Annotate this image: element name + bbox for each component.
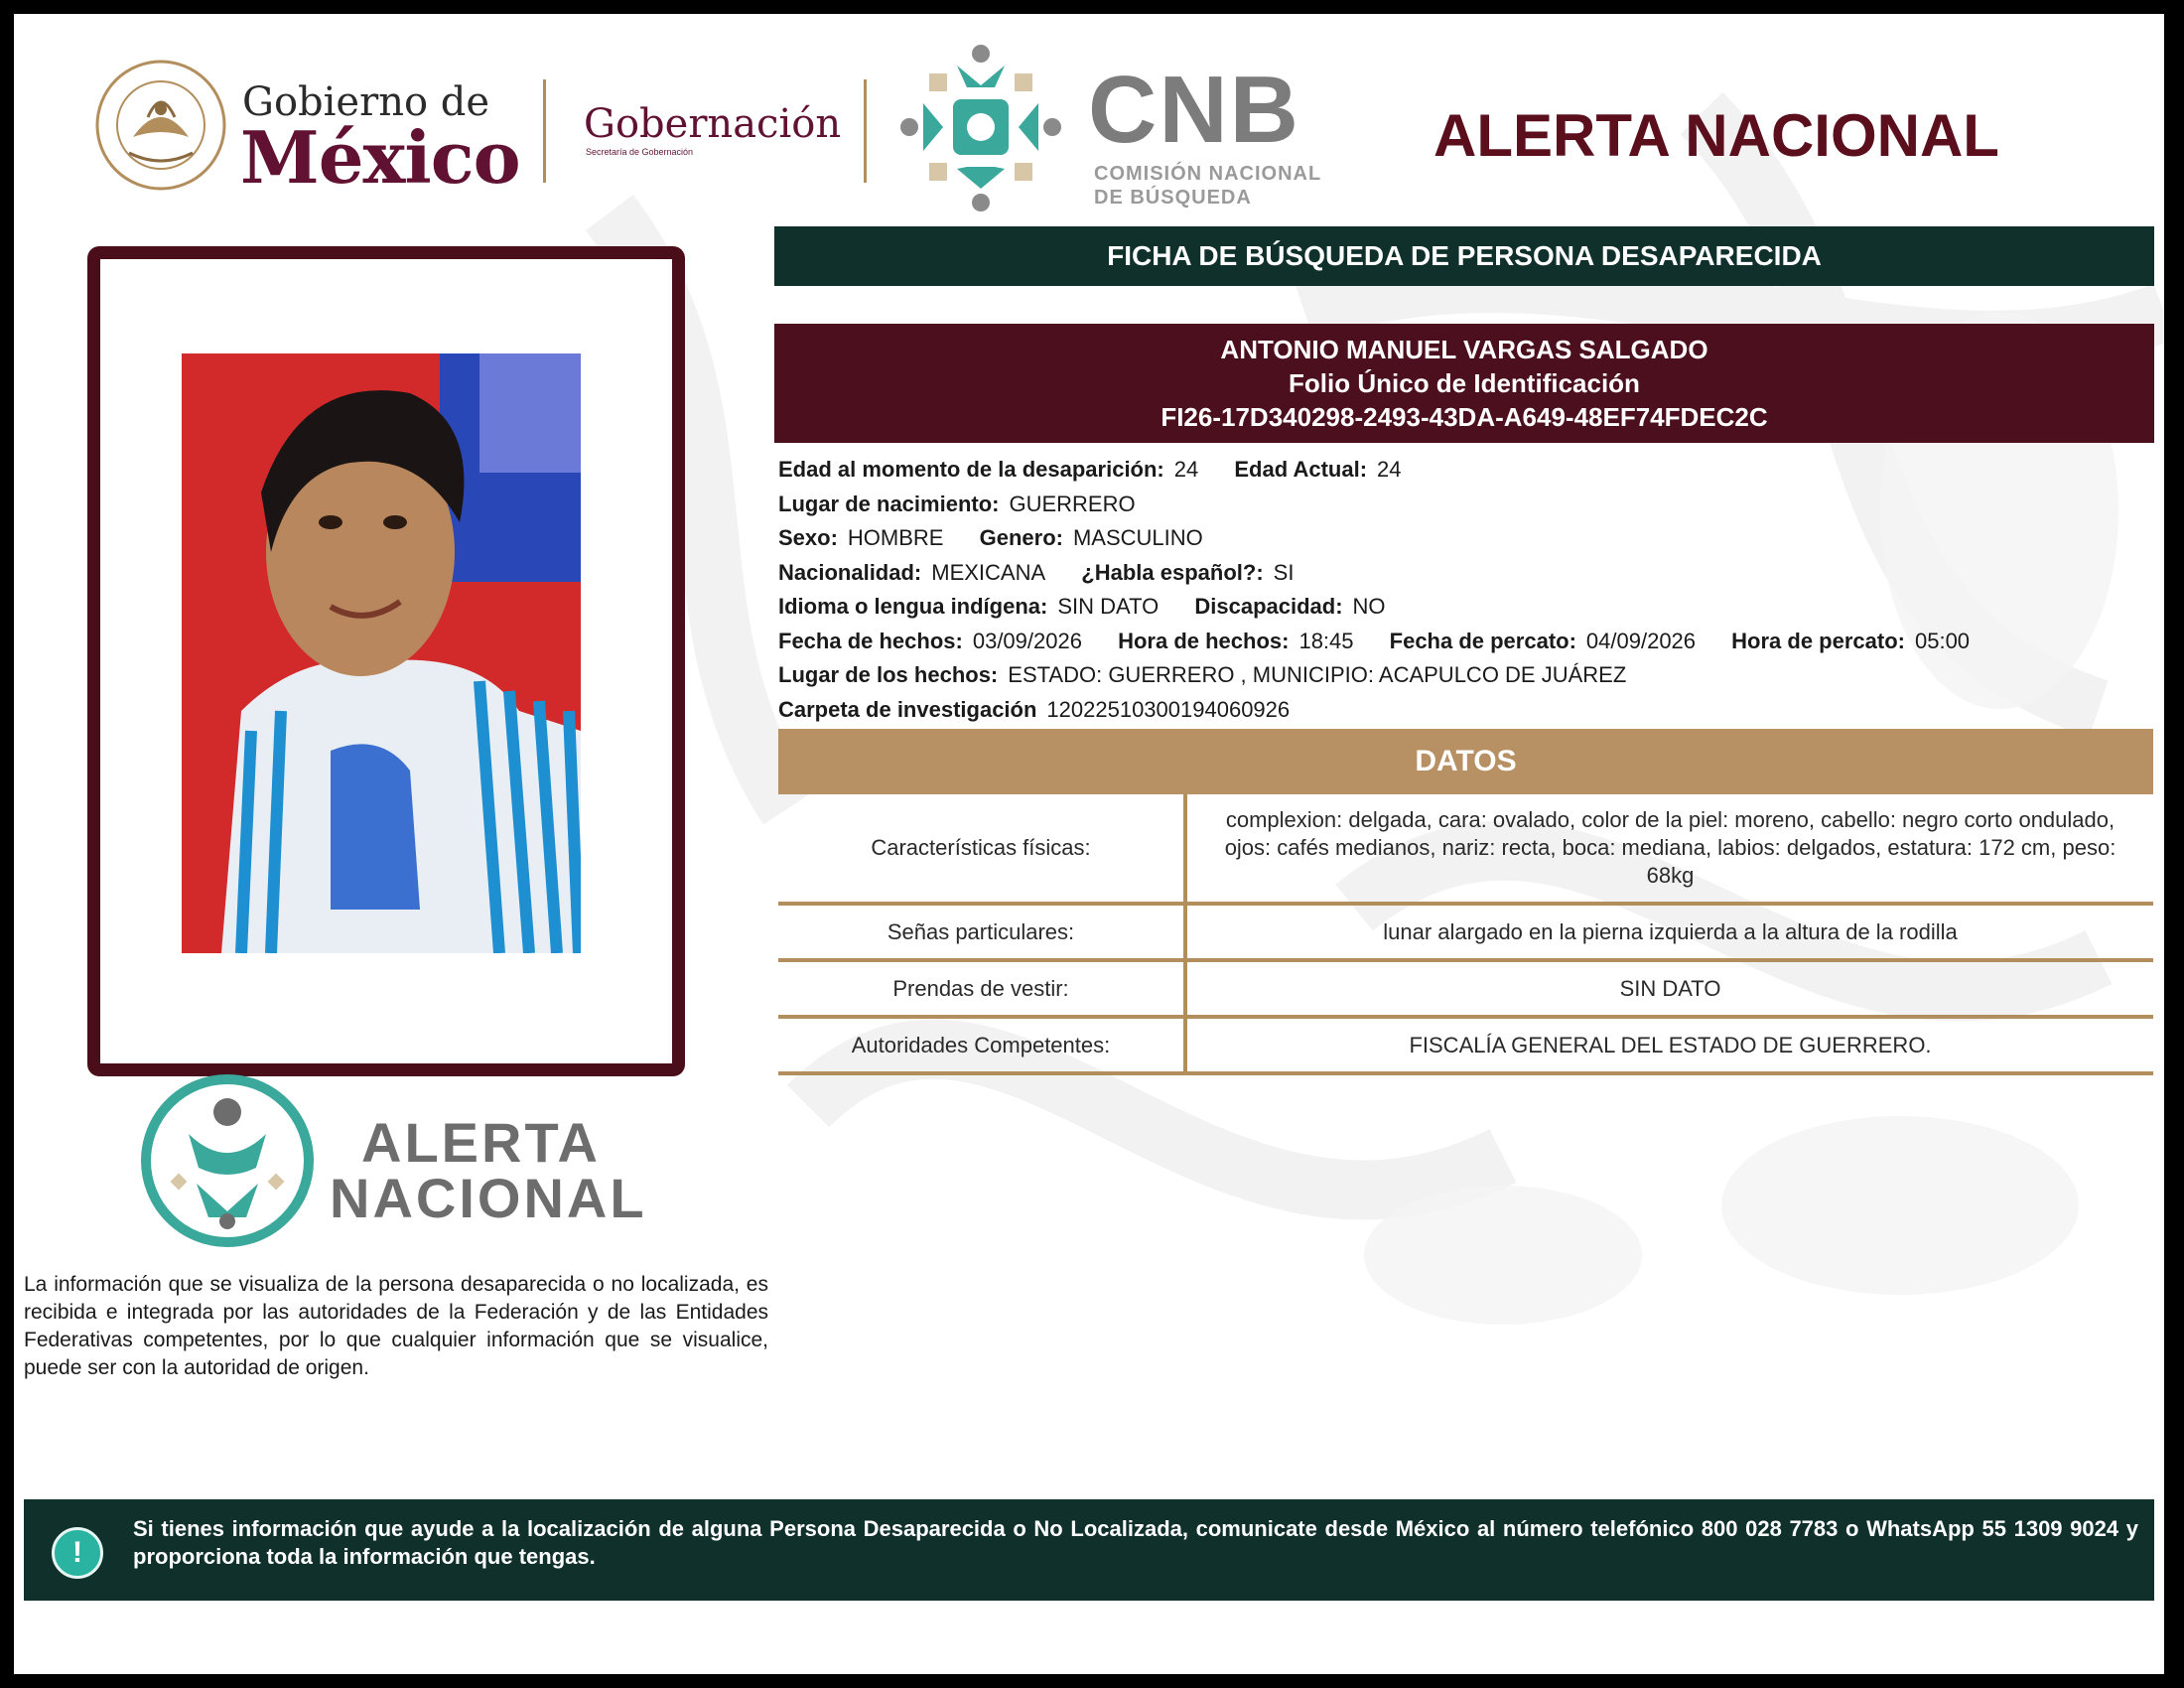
edad-actual-label: Edad Actual: [1234,457,1368,482]
table-cell-value: FISCALÍA GENERAL DEL ESTADO DE GUERRERO. [1185,1017,2153,1073]
discapacidad-label: Discapacidad: [1194,594,1343,619]
table-row [778,1017,2153,1073]
nacimiento-label: Lugar de nacimiento: [778,491,1000,516]
contact-text: Si tienes información que ayude a la localización de alguna Persona Desaparecida o No Localizada, comunicate desde México al número telefónico 800 028 7783 o WhatsApp 55 1309 9024 y proporciona toda la información que tengas. [133,1516,2138,1569]
genero-value: MASCULINO [1072,525,1203,550]
datos-header: DATOS [778,729,2153,794]
person-name: ANTONIO MANUEL VARGAS SALGADO [1220,335,1708,364]
carpeta-value: 12022510300194060926 [1046,696,1291,722]
table-cell-label: Características físicas: [778,794,1185,904]
info-row [778,658,2148,693]
fecha-hechos-value: 03/09/2026 [972,628,1082,653]
gobierno-line1: Gobierno de [242,79,490,125]
table-cell-value: SIN DATO [1185,960,2153,1017]
fecha-percato-label: Fecha de percato: [1389,628,1576,653]
cnb-subtitle-line2: DE BÚSQUEDA [1094,187,1252,209]
info-row [778,625,2148,659]
table-row [778,794,2153,904]
table-cell-value: complexion: delgada, cara: ovalado, color de la piel: moreno, cabello: negro corto ondulado, ojos: cafés medianos, nariz: recta, boca: mediana, labios: delgados, estatura: 172 cm, peso: 68kg [1185,794,2153,904]
sexo-label: Sexo: [778,525,838,550]
lugar-label: Lugar de los hechos: [778,662,999,687]
nacionalidad-value: MEXICANA [931,559,1046,585]
alert-sheet [14,14,2164,1674]
person-photo [182,353,581,953]
sexo-value: HOMBRE [847,525,944,550]
disclaimer-text: La información que se visualiza de la persona desaparecida o no localizada, es recibida e integrada por las autoridades de la Federación y de las Entidades Federativas competentes, por lo que cualquier información que se visualice, puede ser con la autoridad de origen. [24,1273,768,1379]
genero-label: Genero: [979,525,1063,550]
ficha-title: FICHA DE BÚSQUEDA DE PERSONA DESAPARECIDA [774,226,2154,286]
alerta-logo-line1: ALERTA [361,1111,601,1174]
hora-hechos-value: 18:45 [1298,628,1354,653]
info-row [778,488,2148,522]
cnb-wordmark: CNB [1088,57,1300,163]
folio-number: FI26-17D340298-2493-43DA-A649-48EF74FDEC2C [1160,402,1768,432]
info-row [778,693,2148,728]
table-row [778,904,2153,960]
table-cell-label: Señas particulares: [778,904,1185,960]
gobernacion-logo-text: Gobernación [584,101,842,147]
idioma-label: Idioma o lengua indígena: [778,594,1048,619]
info-row [778,453,2148,488]
alerta-logo-line2: NACIONAL [330,1167,647,1229]
alerta-nacional-logo-icon [139,1072,316,1249]
table-cell-label: Autoridades Competentes: [778,1017,1185,1073]
espanol-label: ¿Habla español?: [1081,559,1264,585]
info-row [778,521,2148,556]
fecha-percato-value: 04/09/2026 [1585,628,1697,653]
table-cell-value: lunar alargado en la pierna izquierda a la altura de la rodilla [1185,904,2153,960]
mexico-seal-icon [93,58,228,193]
edad-desaparicion-value: 24 [1173,457,1199,482]
hora-hechos-label: Hora de hechos: [1118,628,1290,653]
fecha-hechos-label: Fecha de hechos: [778,628,963,653]
datos-table [778,794,2153,1075]
contact-banner [24,1499,2154,1601]
gobernacion-subtitle: Secretaría de Gobernación [586,147,694,157]
nacionalidad-label: Nacionalidad: [778,559,922,585]
header-divider [864,79,867,183]
info-row [778,556,2148,591]
gobierno-line2: México [240,115,520,200]
alerta-nacional-title: ALERTA NACIONAL [1433,102,1999,169]
edad-desaparicion-label: Edad al momento de la desaparición: [778,457,1164,482]
cnb-logo-icon [895,40,1066,214]
name-block [774,324,2154,443]
table-cell-label: Prendas de vestir: [778,960,1185,1017]
info-row [778,590,2148,625]
folio-label: Folio Único de Identificación [1289,368,1640,398]
table-row [778,960,2153,1017]
cnb-subtitle-line1: COMISIÓN NACIONAL [1094,163,1322,185]
hora-percato-label: Hora de percato: [1731,628,1905,653]
edad-actual-value: 24 [1377,457,1402,482]
idioma-value: SIN DATO [1057,594,1160,619]
espanol-value: SI [1273,559,1295,585]
nacimiento-value: GUERRERO [1009,491,1136,516]
header-divider [543,79,546,183]
carpeta-label: Carpeta de investigación [778,696,1037,722]
hora-percato-value: 05:00 [1914,628,1971,653]
lugar-value: ESTADO: GUERRERO , MUNICIPIO: ACAPULCO DE JUÁREZ [1008,662,1627,687]
person-info [778,453,2148,727]
exclamation-icon: ! [52,1527,103,1579]
discapacidad-value: NO [1352,594,1386,619]
